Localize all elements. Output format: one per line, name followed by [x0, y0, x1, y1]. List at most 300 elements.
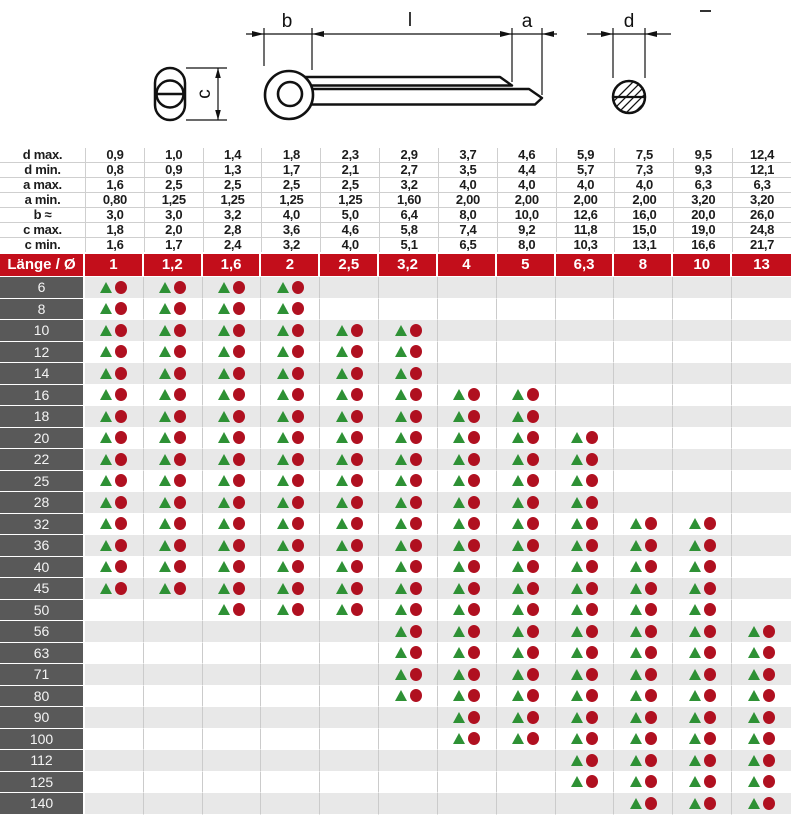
availability-triangle-icon: [630, 647, 642, 658]
dimension-label-d: d: [623, 11, 635, 32]
availability-circle-icon: [645, 711, 657, 724]
availability-cell: [438, 664, 497, 686]
availability-cell: [614, 557, 673, 579]
availability-cell: [320, 277, 379, 299]
availability-circle-icon: [174, 388, 186, 401]
availability-cell: [497, 772, 556, 794]
availability-triangle-icon: [336, 604, 348, 615]
availability-circle-icon: [351, 603, 363, 616]
availability-cell: [379, 686, 438, 708]
availability-circle-icon: [763, 732, 775, 745]
dim-value-cell: 2,3: [321, 148, 379, 162]
availability-cell: [556, 772, 615, 794]
availability-triangle-icon: [630, 733, 642, 744]
availability-cell: [497, 557, 556, 579]
availability-circle-icon: [527, 539, 539, 552]
availability-cell: [673, 750, 732, 772]
availability-triangle-icon: [277, 303, 289, 314]
availability-cell: [732, 449, 791, 471]
availability-circle-icon: [233, 302, 245, 315]
availability-circle-icon: [704, 625, 716, 638]
availability-cell: [673, 729, 732, 751]
availability-triangle-icon: [336, 540, 348, 551]
availability-cell: [614, 772, 673, 794]
availability-cell: [673, 428, 732, 450]
availability-triangle-icon: [100, 518, 112, 529]
availability-cell: [673, 535, 732, 557]
availability-triangle-icon: [630, 561, 642, 572]
dim-value-cell: 5,0: [321, 208, 379, 222]
availability-circle-icon: [233, 453, 245, 466]
availability-triangle-icon: [453, 647, 465, 658]
availability-circle-icon: [468, 474, 480, 487]
availability-triangle-icon: [689, 604, 701, 615]
availability-circle-icon: [527, 689, 539, 702]
availability-cell: [203, 664, 262, 686]
dim-value-cell: 3,6: [262, 223, 320, 237]
length-label-cell: 50: [0, 600, 85, 622]
availability-triangle-icon: [277, 454, 289, 465]
availability-circle-icon: [468, 646, 480, 659]
availability-cell: [497, 578, 556, 600]
availability-triangle-icon: [571, 454, 583, 465]
availability-circle-icon: [351, 431, 363, 444]
dim-value-cell: 19,0: [674, 223, 732, 237]
availability-triangle-icon: [630, 540, 642, 551]
availability-triangle-icon: [748, 669, 760, 680]
availability-circle-icon: [704, 711, 716, 724]
availability-cell: [261, 471, 320, 493]
availability-cell: [438, 750, 497, 772]
availability-cell: [261, 729, 320, 751]
availability-cell: [379, 664, 438, 686]
availability-cell: [379, 428, 438, 450]
cotter-pin-cross-section: [590, 65, 690, 125]
availability-circle-icon: [468, 539, 480, 552]
availability-circle-icon: [468, 582, 480, 595]
availability-circle-icon: [763, 775, 775, 788]
availability-circle-icon: [704, 689, 716, 702]
availability-cell: [497, 299, 556, 321]
availability-cell: [320, 535, 379, 557]
availability-cell: [144, 600, 203, 622]
diameter-header-cell: 1,2: [144, 254, 203, 276]
availability-cell: [732, 772, 791, 794]
availability-triangle-icon: [218, 346, 230, 357]
availability-triangle-icon: [218, 561, 230, 572]
availability-cell: [379, 385, 438, 407]
dim-value-cell: 10,3: [557, 238, 615, 252]
availability-triangle-icon: [689, 712, 701, 723]
availability-cell: [556, 621, 615, 643]
availability-circle-icon: [704, 668, 716, 681]
availability-triangle-icon: [571, 669, 583, 680]
availability-cell: [673, 299, 732, 321]
dim-row-label: d min.: [0, 163, 85, 177]
availability-triangle-icon: [571, 712, 583, 723]
availability-circle-icon: [468, 603, 480, 616]
availability-triangle-icon: [630, 604, 642, 615]
diameter-header-cell: 13: [732, 254, 791, 276]
availability-circle-icon: [174, 302, 186, 315]
availability-triangle-icon: [336, 325, 348, 336]
availability-cell: [497, 428, 556, 450]
availability-circle-icon: [410, 603, 422, 616]
availability-cell: [556, 385, 615, 407]
availability-cell: [497, 449, 556, 471]
dim-value-cell: 20,0: [674, 208, 732, 222]
availability-cell: [438, 385, 497, 407]
availability-cell: [673, 772, 732, 794]
dim-value-cell: 3,2: [204, 208, 262, 222]
availability-triangle-icon: [748, 690, 760, 701]
availability-cell: [320, 492, 379, 514]
availability-cell: [203, 428, 262, 450]
availability-cell: [85, 600, 144, 622]
availability-cell: [379, 621, 438, 643]
availability-circle-icon: [174, 410, 186, 423]
availability-triangle-icon: [100, 561, 112, 572]
dim-value-cell: 1,25: [145, 193, 203, 207]
dim-value-cell: 2,00: [557, 193, 615, 207]
dim-row-label: c min.: [0, 238, 85, 252]
availability-circle-icon: [410, 668, 422, 681]
availability-circle-icon: [351, 474, 363, 487]
dim-value-cell: 5,9: [557, 148, 615, 162]
availability-cell: [497, 320, 556, 342]
availability-cell: [379, 449, 438, 471]
availability-circle-icon: [763, 711, 775, 724]
diameter-header-cell: 2: [261, 254, 320, 276]
availability-circle-icon: [527, 732, 539, 745]
availability-cell: [261, 363, 320, 385]
availability-circle-icon: [586, 625, 598, 638]
availability-cell: [614, 621, 673, 643]
availability-triangle-icon: [453, 411, 465, 422]
availability-cell: [379, 707, 438, 729]
availability-cell: [732, 342, 791, 364]
availability-triangle-icon: [512, 647, 524, 658]
availability-circle-icon: [174, 474, 186, 487]
availability-circle-icon: [233, 474, 245, 487]
availability-triangle-icon: [395, 497, 407, 508]
availability-cell: [203, 535, 262, 557]
availability-cell: [614, 299, 673, 321]
availability-triangle-icon: [159, 303, 171, 314]
availability-circle-icon: [410, 539, 422, 552]
availability-triangle-icon: [336, 389, 348, 400]
availability-cell: [732, 492, 791, 514]
availability-cell: [497, 707, 556, 729]
availability-circle-icon: [468, 668, 480, 681]
availability-triangle-icon: [630, 712, 642, 723]
availability-cell: [85, 471, 144, 493]
availability-cell: [497, 793, 556, 815]
availability-circle-icon: [292, 517, 304, 530]
availability-triangle-icon: [512, 604, 524, 615]
availability-triangle-icon: [395, 368, 407, 379]
length-label-cell: 20: [0, 428, 85, 450]
availability-cell: [203, 686, 262, 708]
availability-triangle-icon: [453, 583, 465, 594]
availability-cell: [203, 449, 262, 471]
dimension-label-a: a: [521, 11, 533, 32]
availability-triangle-icon: [100, 411, 112, 422]
availability-cell: [556, 471, 615, 493]
length-label-cell: 14: [0, 363, 85, 385]
diameter-header-cell: 10: [673, 254, 732, 276]
availability-cell: [614, 535, 673, 557]
length-label-cell: 140: [0, 793, 85, 815]
availability-cell: [732, 600, 791, 622]
availability-cell: [261, 772, 320, 794]
availability-cell: [85, 643, 144, 665]
availability-cell: [556, 299, 615, 321]
availability-cell: [85, 449, 144, 471]
availability-cell: [144, 578, 203, 600]
availability-circle-icon: [351, 539, 363, 552]
availability-triangle-icon: [571, 604, 583, 615]
dim-value-cell: 2,5: [262, 178, 320, 192]
availability-circle-icon: [645, 646, 657, 659]
availability-cell: [614, 449, 673, 471]
availability-circle-icon: [174, 324, 186, 337]
availability-circle-icon: [763, 646, 775, 659]
availability-triangle-icon: [689, 626, 701, 637]
availability-cell: [614, 707, 673, 729]
availability-cell: [673, 342, 732, 364]
availability-circle-icon: [292, 496, 304, 509]
availability-triangle-icon: [571, 475, 583, 486]
availability-triangle-icon: [630, 626, 642, 637]
availability-circle-icon: [586, 732, 598, 745]
availability-triangle-icon: [159, 540, 171, 551]
availability-circle-icon: [645, 625, 657, 638]
availability-triangle-icon: [630, 755, 642, 766]
availability-triangle-icon: [571, 690, 583, 701]
availability-cell: [379, 643, 438, 665]
availability-cell: [732, 406, 791, 428]
length-label-cell: 36: [0, 535, 85, 557]
availability-cell: [203, 299, 262, 321]
diameter-header-cell: 3,2: [379, 254, 438, 276]
availability-cell: [497, 514, 556, 536]
dim-value-cell: 2,8: [204, 223, 262, 237]
availability-triangle-icon: [159, 497, 171, 508]
availability-triangle-icon: [277, 368, 289, 379]
availability-triangle-icon: [100, 454, 112, 465]
length-label-cell: 90: [0, 707, 85, 729]
availability-cell: [438, 557, 497, 579]
dim-value-cell: 3,0: [145, 208, 203, 222]
availability-triangle-icon: [395, 325, 407, 336]
availability-circle-icon: [645, 797, 657, 810]
availability-cell: [261, 707, 320, 729]
availability-triangle-icon: [159, 368, 171, 379]
dim-value-cell: 10,0: [498, 208, 556, 222]
availability-cell: [438, 643, 497, 665]
dim-value-cell: 1,0: [145, 148, 203, 162]
availability-circle-icon: [410, 689, 422, 702]
availability-triangle-icon: [748, 776, 760, 787]
availability-circle-icon: [645, 754, 657, 767]
availability-triangle-icon: [395, 647, 407, 658]
dim-value-cell: 26,0: [733, 208, 791, 222]
availability-cell: [261, 664, 320, 686]
availability-circle-icon: [586, 646, 598, 659]
availability-circle-icon: [645, 775, 657, 788]
availability-circle-icon: [645, 668, 657, 681]
availability-circle-icon: [763, 689, 775, 702]
availability-triangle-icon: [100, 368, 112, 379]
availability-cell: [261, 320, 320, 342]
availability-cell: [379, 535, 438, 557]
availability-cell: [438, 299, 497, 321]
matrix-body: [0, 277, 791, 815]
availability-circle-icon: [292, 431, 304, 444]
length-label-cell: 8: [0, 299, 85, 321]
availability-circle-icon: [233, 388, 245, 401]
dim-value-cell: 9,5: [674, 148, 732, 162]
length-label-cell: 10: [0, 320, 85, 342]
dim-value-cell: 1,4: [204, 148, 262, 162]
availability-triangle-icon: [395, 540, 407, 551]
availability-triangle-icon: [395, 690, 407, 701]
availability-cell: [614, 514, 673, 536]
availability-cell: [732, 514, 791, 536]
availability-circle-icon: [115, 431, 127, 444]
availability-circle-icon: [233, 603, 245, 616]
availability-cell: [203, 793, 262, 815]
availability-cell: [732, 428, 791, 450]
length-label-cell: 16: [0, 385, 85, 407]
availability-cell: [614, 342, 673, 364]
availability-triangle-icon: [748, 712, 760, 723]
availability-circle-icon: [351, 388, 363, 401]
availability-circle-icon: [704, 517, 716, 530]
availability-triangle-icon: [689, 798, 701, 809]
availability-triangle-icon: [453, 454, 465, 465]
availability-circle-icon: [586, 711, 598, 724]
availability-circle-icon: [763, 754, 775, 767]
length-label-cell: 112: [0, 750, 85, 772]
availability-triangle-icon: [512, 518, 524, 529]
availability-circle-icon: [586, 453, 598, 466]
availability-circle-icon: [468, 410, 480, 423]
availability-cell: [85, 320, 144, 342]
availability-cell: [379, 277, 438, 299]
dimension-label-b: b: [281, 11, 293, 32]
availability-cell: [144, 643, 203, 665]
availability-cell: [732, 320, 791, 342]
availability-cell: [732, 471, 791, 493]
dim-value-cell: 6,4: [380, 208, 438, 222]
availability-cell: [320, 707, 379, 729]
availability-triangle-icon: [100, 389, 112, 400]
availability-circle-icon: [174, 281, 186, 294]
availability-cell: [261, 643, 320, 665]
availability-cell: [85, 535, 144, 557]
availability-circle-icon: [527, 474, 539, 487]
availability-cell: [320, 363, 379, 385]
availability-cell: [732, 686, 791, 708]
availability-circle-icon: [410, 646, 422, 659]
dim-row-label: a max.: [0, 178, 85, 192]
availability-circle-icon: [292, 603, 304, 616]
availability-triangle-icon: [512, 411, 524, 422]
availability-cell: [85, 363, 144, 385]
availability-cell: [261, 385, 320, 407]
dim-value-cell: 21,7: [733, 238, 791, 252]
availability-triangle-icon: [512, 626, 524, 637]
availability-cell: [556, 707, 615, 729]
availability-triangle-icon: [277, 583, 289, 594]
availability-cell: [261, 342, 320, 364]
availability-circle-icon: [292, 367, 304, 380]
availability-cell: [144, 514, 203, 536]
availability-triangle-icon: [218, 303, 230, 314]
dim-value-cell: 1,8: [262, 148, 320, 162]
availability-triangle-icon: [689, 733, 701, 744]
availability-cell: [556, 428, 615, 450]
length-label-cell: 63: [0, 643, 85, 665]
availability-cell: [85, 750, 144, 772]
availability-cell: [732, 643, 791, 665]
availability-cell: [320, 793, 379, 815]
availability-cell: [614, 600, 673, 622]
availability-triangle-icon: [748, 733, 760, 744]
dim-value-cell: 2,9: [380, 148, 438, 162]
availability-circle-icon: [704, 603, 716, 616]
availability-cell: [203, 492, 262, 514]
availability-circle-icon: [645, 732, 657, 745]
availability-circle-icon: [174, 496, 186, 509]
availability-triangle-icon: [218, 604, 230, 615]
availability-cell: [673, 406, 732, 428]
availability-triangle-icon: [100, 346, 112, 357]
availability-triangle-icon: [336, 497, 348, 508]
availability-triangle-icon: [512, 733, 524, 744]
availability-cell: [438, 621, 497, 643]
availability-circle-icon: [292, 410, 304, 423]
availability-circle-icon: [468, 625, 480, 638]
availability-cell: [673, 664, 732, 686]
availability-triangle-icon: [571, 733, 583, 744]
availability-circle-icon: [527, 711, 539, 724]
availability-circle-icon: [645, 517, 657, 530]
availability-circle-icon: [410, 410, 422, 423]
availability-circle-icon: [233, 539, 245, 552]
availability-circle-icon: [115, 345, 127, 358]
availability-cell: [438, 729, 497, 751]
availability-triangle-icon: [395, 454, 407, 465]
availability-circle-icon: [586, 431, 598, 444]
availability-circle-icon: [410, 496, 422, 509]
availability-circle-icon: [586, 582, 598, 595]
availability-circle-icon: [410, 517, 422, 530]
availability-triangle-icon: [453, 690, 465, 701]
availability-cell: [556, 600, 615, 622]
availability-triangle-icon: [453, 475, 465, 486]
availability-cell: [673, 578, 732, 600]
availability-cell: [438, 277, 497, 299]
availability-cell: [203, 320, 262, 342]
availability-circle-icon: [468, 431, 480, 444]
availability-cell: [614, 320, 673, 342]
availability-circle-icon: [704, 646, 716, 659]
availability-cell: [673, 514, 732, 536]
availability-cell: [732, 578, 791, 600]
